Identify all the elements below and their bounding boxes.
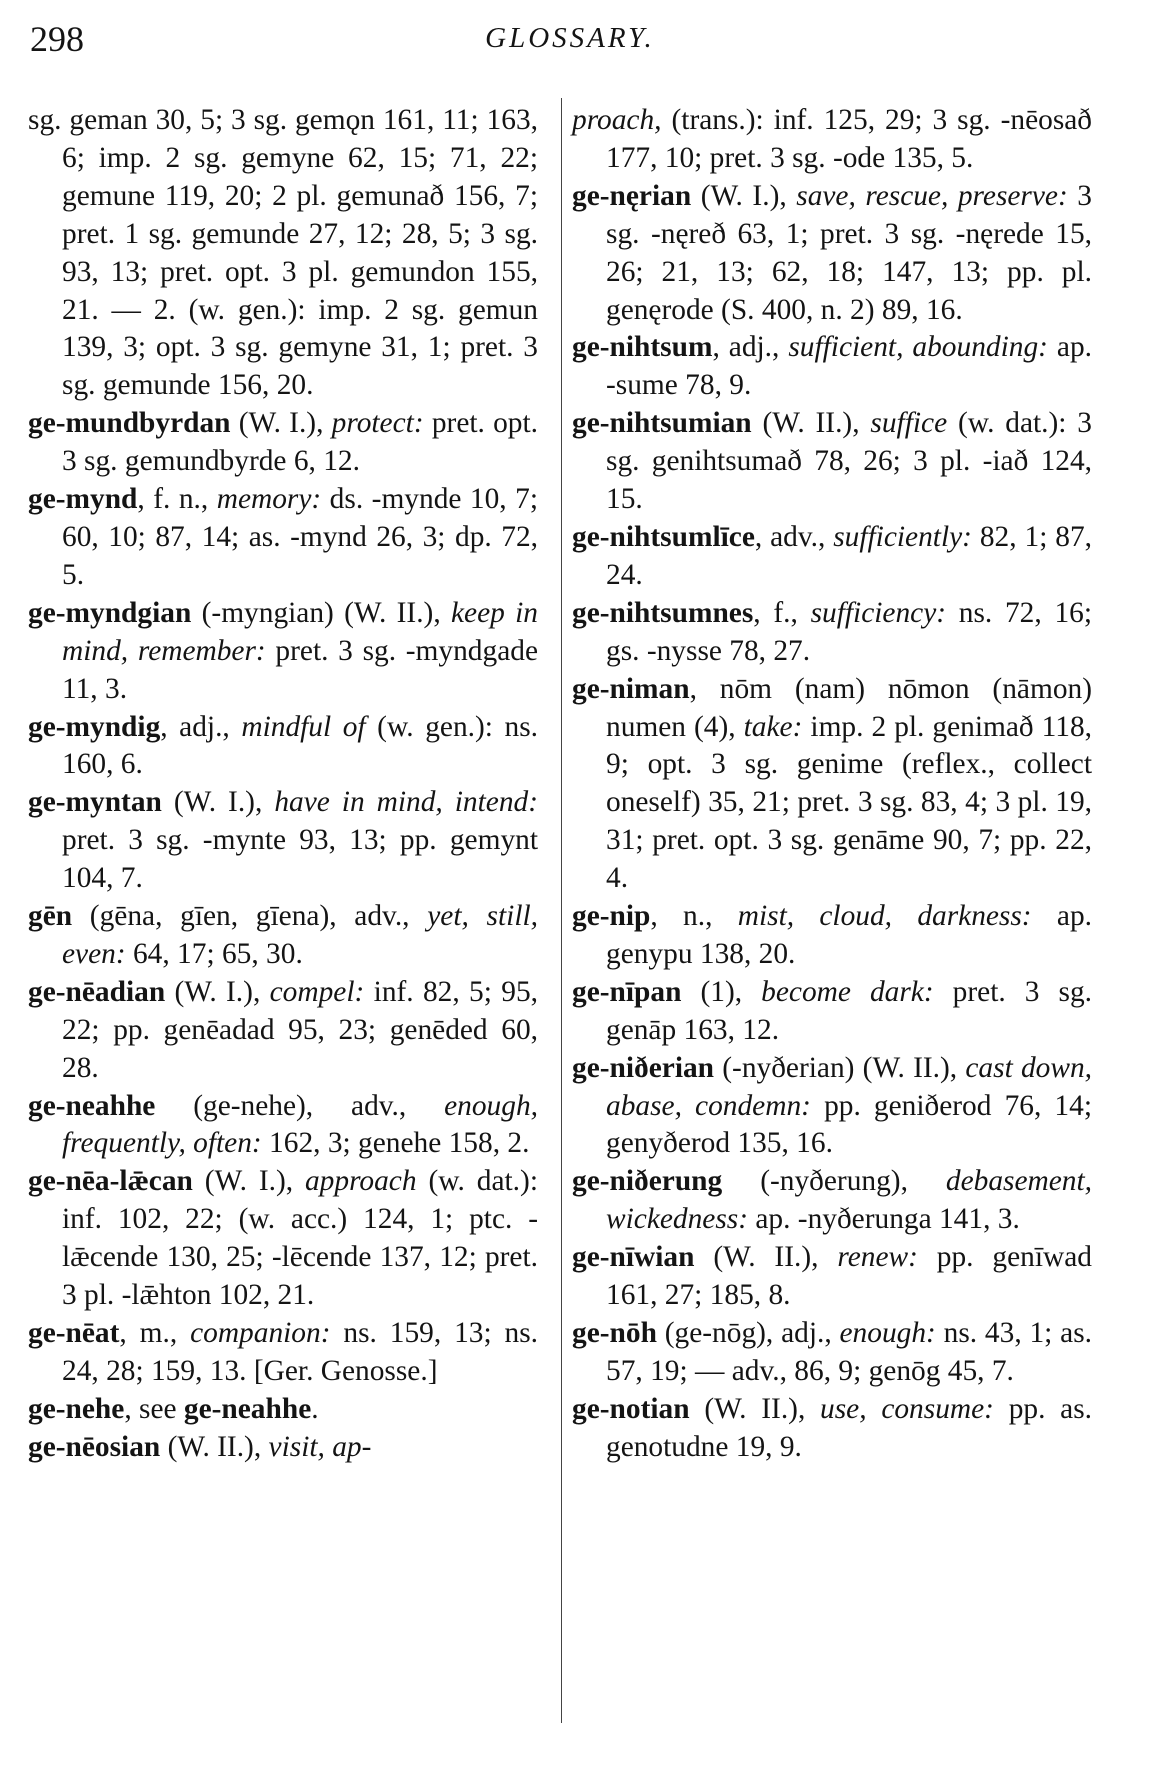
glossary-entry — [28, 784, 538, 898]
headword: ge-nēat — [28, 1317, 120, 1349]
headword: ge-niman — [572, 672, 690, 705]
gloss: mindful of — [241, 710, 366, 743]
headword: ge-nēa-lǣcan — [28, 1165, 193, 1198]
citations: ap. genypu 138, 20. — [606, 900, 1092, 970]
cross-reference: ge-neahhe — [183, 1392, 312, 1425]
grammar-info: (gēna, gīen, gīena), adv., — [72, 900, 428, 933]
grammar-info: (W. II.), — [160, 1430, 269, 1463]
glossary-entry — [572, 1163, 1092, 1239]
citations: ds. -mynde 10, 7; 60, 10; 87, 14; as. -mynd 26, 3; dp. 72, 5. — [62, 483, 538, 591]
glossary-entry — [28, 595, 538, 709]
gloss: proach, — [572, 104, 662, 136]
grammar-info: (-nyðerian) (W. II.), — [714, 1051, 966, 1084]
gloss: mist, cloud, darkness: — [737, 900, 1032, 933]
glossary-entry — [572, 1050, 1092, 1164]
citations: inf. 82, 5; 95, 22; pp. genēadad 95, 23; genēded 60, 28. — [62, 975, 538, 1084]
citations: pp. geniðerod 76, 14; genyðerod 135, 16. — [606, 1089, 1092, 1160]
grammar-info: , adv., — [754, 520, 834, 553]
glossary-entry — [28, 974, 538, 1088]
glossary-entry — [28, 709, 538, 785]
gloss: visit, ap- — [268, 1430, 372, 1463]
gloss: have in mind, intend: — [274, 786, 538, 819]
gloss: keep in mind, remember: — [62, 596, 538, 667]
grammar-info: , see — [124, 1392, 184, 1425]
headword: ge-nihtsumlīce — [572, 520, 755, 553]
headword: ge-nēadian — [28, 975, 166, 1008]
glossary-entry — [572, 671, 1092, 898]
glossary-entry — [28, 1391, 538, 1429]
citations: pret. opt. 3 sg. gemundbyrde 6, 12. — [62, 407, 538, 478]
grammar-info: , f., — [753, 596, 811, 629]
grammar-info: (W. II.), — [751, 407, 871, 440]
citations: ap. -sume 78, 9. — [606, 331, 1092, 402]
headword: ge-niðerung — [572, 1165, 723, 1198]
gloss: sufficiently: — [833, 520, 972, 553]
gloss: memory: — [216, 483, 322, 516]
gloss: use, consume: — [820, 1392, 994, 1425]
glossary-entry — [28, 898, 538, 974]
headword: ge-myndig — [28, 710, 161, 743]
glossary-entry — [572, 1391, 1092, 1467]
citations: imp. 2 pl. genimað 118, 9; opt. 3 sg. genime (reflex., collect oneself) 35, 21; pret. 3 sg. 83, 4; 3 pl. 19, 31; pret. opt. 3 sg. genāme 90, 7; pp. 22, 4. — [606, 710, 1092, 895]
grammar-info: (W. I.), — [161, 786, 275, 819]
citations: sg. geman 30, 5; 3 sg. gemǫn 161, 11; 163, 6; imp. 2 sg. gemyne 62, 15; 71, 22; gemune 119, 20; 2 pl. gemunað 156, 7; pret. 1 sg. gemunde 27, 12; 28, 5; 3 sg. 93, 13; pret. opt. 3 pl. gemundon 155, 21. — 2. (w. gen.): imp. 2 sg. gemun 139, 3; opt. 3 sg. gemyne 31, 1; pret. 3 sg. gemunde 156, 20. — [28, 104, 538, 402]
citations: (w. dat.): inf. 102, 22; (w. acc.) 124, 1; ptc. -lǣcende 130, 25; -lēcende 137, 12; pret. 3 pl. -lǣhton 102, 21. — [62, 1165, 538, 1312]
glossary-entry — [572, 519, 1092, 595]
grammar-info: (ge-nōg), adj., — [656, 1317, 840, 1349]
grammar-info: (-nyðerung), — [722, 1165, 946, 1198]
headword: ge-myndgian — [28, 596, 192, 629]
grammar-info: , nōm (nam) nōmon (nāmon) numen (4), — [606, 672, 1092, 743]
grammar-info: (1), — [681, 975, 762, 1008]
headword: ge-niðerian — [572, 1051, 715, 1084]
citations: ap. -nyðerunga 141, 3. — [748, 1203, 1020, 1236]
citations: 3 sg. -nęreð 63, 1; pret. 3 sg. -nęrede 15, 26; 21, 13; 62, 18; 147, 13; pp. pl. genęrode (S. 400, n. 2) 89, 16. — [606, 179, 1092, 326]
glossary-entry — [572, 178, 1092, 330]
gloss: protect: — [331, 407, 424, 440]
gloss: companion: — [190, 1317, 331, 1349]
citations: (trans.): inf. 125, 29; 3 sg. -nēosað 177, 10; pret. 3 sg. -ode 135, 5. — [606, 104, 1092, 174]
citations: 64, 17; 65, 30. — [125, 937, 303, 970]
gloss: become dark: — [761, 975, 934, 1008]
grammar-info: (W. II.), — [694, 1241, 838, 1274]
gloss: enough: — [839, 1317, 936, 1349]
glossary-entry — [28, 1163, 538, 1315]
headword: ge-neahhe — [28, 1089, 156, 1122]
citations: pp. genīwad 161, 27; 185, 8. — [606, 1241, 1092, 1312]
citations: ns. 72, 16; gs. -nysse 78, 27. — [606, 596, 1092, 667]
gloss: save, rescue, preserve: — [796, 179, 1068, 212]
running-title: GLOSSARY. — [485, 22, 655, 54]
grammar-info: (W. I.), — [192, 1165, 305, 1198]
grammar-info: (W. I.), — [165, 975, 270, 1008]
page-number: 298 — [30, 19, 84, 59]
gloss: yet, still, even: — [62, 900, 538, 970]
headword: gēn — [28, 900, 73, 933]
grammar-info: , adj., — [160, 710, 242, 743]
headword: ge-nihtsumian — [572, 407, 752, 440]
glossary-entry — [28, 481, 538, 595]
headword: ge-nęrian — [572, 179, 692, 212]
glossary-entry — [572, 974, 1092, 1050]
grammar-info: (W. I.), — [691, 179, 797, 212]
citations: pp. as. genotudne 19, 9. — [606, 1392, 1093, 1463]
citations: pret. 3 sg. genāp 163, 12. — [606, 975, 1092, 1046]
grammar-info: , f. n., — [137, 483, 217, 516]
gloss: debasement, wickedness: — [606, 1165, 1092, 1236]
glossary-entry — [28, 405, 538, 481]
gloss: sufficiency: — [810, 596, 947, 629]
gloss: suffice — [870, 407, 948, 440]
citations: . — [311, 1392, 319, 1425]
glossary-entry — [572, 102, 1092, 178]
headword: ge-nīpan — [572, 975, 682, 1008]
glossary-entry — [572, 595, 1092, 671]
glossary-entry — [572, 329, 1092, 405]
headword: ge-nēosian — [28, 1430, 161, 1463]
glossary-entry — [572, 898, 1092, 974]
gloss: sufficient, abounding: — [788, 331, 1048, 364]
glossary-entry — [28, 1088, 538, 1164]
citations: 82, 1; 87, 24. — [606, 520, 1092, 591]
headword: ge-nehe — [28, 1392, 125, 1425]
gloss: renew: — [837, 1241, 918, 1274]
gloss: compel: — [269, 975, 365, 1008]
headword: ge-nōh — [572, 1317, 657, 1349]
headword: ge-nip — [572, 900, 651, 933]
grammar-info: (-myngian) (W. II.), — [191, 596, 451, 629]
citations: pret. 3 sg. -myndgade 11, 3. — [62, 634, 538, 705]
citations: ns. 43, 1; as. 57, 19; — adv., 86, 9; genōg 45, 7. — [606, 1317, 1092, 1387]
right-column — [572, 102, 1092, 1467]
headword: ge-mundbyrdan — [28, 407, 231, 440]
glossary-entry — [572, 1315, 1092, 1391]
citations: ns. 159, 13; ns. 24, 28; 159, 13. [Ger. Genosse.] — [62, 1317, 538, 1387]
citations: (w. gen.): ns. 160, 6. — [62, 710, 538, 781]
gloss: enough, frequently, often: — [62, 1089, 538, 1160]
grammar-info: , m., — [119, 1317, 191, 1349]
grammar-info: (W. II.), — [689, 1392, 821, 1425]
headword: ge-notian — [572, 1392, 690, 1425]
grammar-info: (ge-nehe), adv., — [155, 1089, 445, 1122]
column-divider — [561, 98, 562, 1723]
grammar-info: , n., — [650, 900, 738, 933]
citations: (w. dat.): 3 sg. genihtsumað 78, 26; 3 pl. -iað 124, 15. — [606, 407, 1092, 516]
headword: ge-nīwian — [572, 1241, 695, 1274]
headword: ge-myntan — [28, 786, 162, 819]
glossary-entry — [28, 102, 538, 405]
citations: pret. 3 sg. -mynte 93, 13; pp. gemynt 104, 7. — [62, 824, 538, 895]
headword: ge-nihtsumnes — [572, 596, 754, 629]
page-header — [30, 18, 1110, 68]
headword: ge-nihtsum — [572, 331, 713, 364]
gloss: cast down, abase, condemn: — [606, 1051, 1093, 1122]
grammar-info: , adj., — [712, 331, 789, 364]
glossary-entry — [572, 1239, 1092, 1315]
headword: ge-mynd — [28, 483, 138, 516]
citations: 162, 3; genehe 158, 2. — [261, 1127, 530, 1160]
left-column — [28, 102, 538, 1467]
glossary-entry — [572, 405, 1092, 519]
grammar-info: (W. I.), — [230, 407, 332, 440]
glossary-entry — [28, 1429, 538, 1467]
gloss: take: — [743, 710, 803, 743]
gloss: approach — [304, 1165, 417, 1198]
glossary-entry — [28, 1315, 538, 1391]
